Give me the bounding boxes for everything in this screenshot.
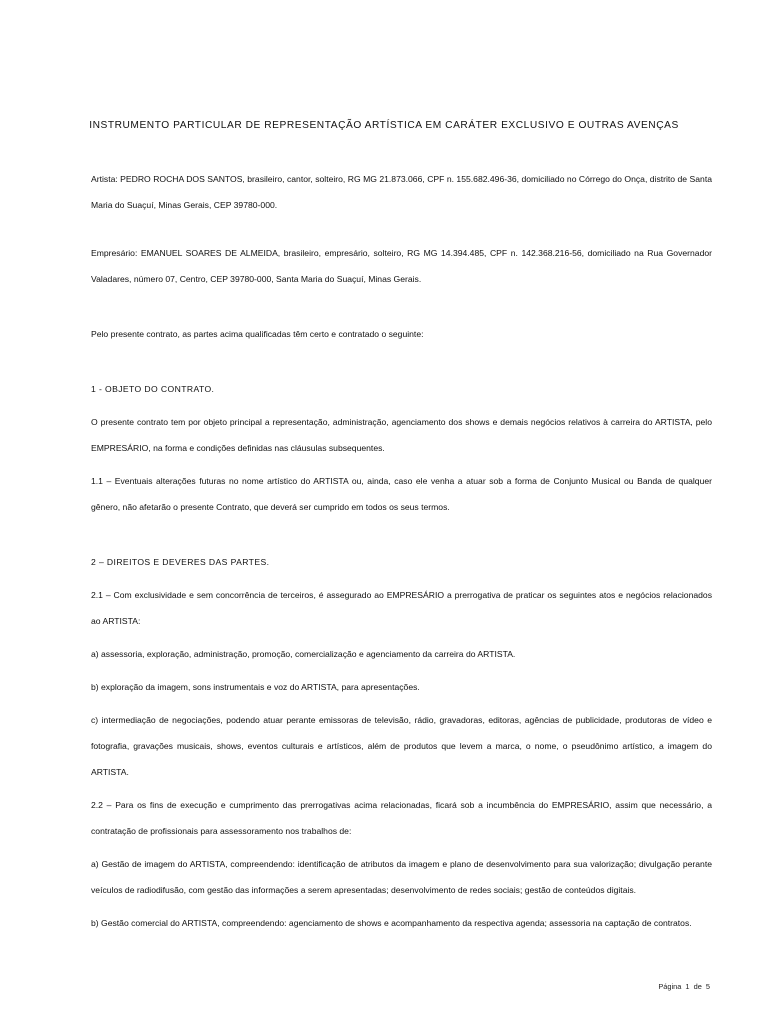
page-number: 1 [685,982,690,991]
document-body [91,166,712,943]
page-label: Página [658,982,682,991]
clause-2-1: 2.1 – Com exclusividade e sem concorrência de terceiros, é assegurado ao EMPRESÁRIO a prerrogativa de praticar os seguintes atos e negócios relacionados ao ARTISTA: [91,590,712,626]
section-1-heading: 1 - OBJETO DO CONTRATO. [91,384,215,394]
clause-2-2-item-b: b) Gestão comercial do ARTISTA, compreendendo: agenciamento de shows e acompanhamento da respectiva agenda; assessoria na captação de contratos. [91,918,692,928]
clause-2-1-item-a: a) assessoria, exploração, administração, promoção, comercialização e agenciamento da carreira do ARTISTA. [91,649,516,659]
section-2-heading: 2 – DIREITOS E DEVERES DAS PARTES. [91,557,270,567]
artist-paragraph: Artista: PEDRO ROCHA DOS SANTOS, brasileiro, cantor, solteiro, RG MG 21.873.066, CPF n. 155.682.496-36, domiciliado no Córrego do Onça, distrito de Santa Maria do Suaçuí, Minas Gerais, CEP 39780-000. [91,174,712,210]
page-number-footer [658,982,712,991]
total-pages: 5 [705,982,710,991]
clause-2-1-item-b: b) exploração da imagem, sons instrumentais e voz do ARTISTA, para apresentações. [91,682,420,692]
clause-2-1-item-c: c) intermediação de negociações, podendo atuar perante emissoras de televisão, rádio, gravadoras, editoras, agências de publicidade, produtoras de vídeo e fotografia, gravações musicais, shows, eventos culturais e artísticos, além de produtos que levem a marca, o nome, o pseudônimo artístico, a imagem do ARTISTA. [91,715,712,777]
clause-1-1: 1.1 – Eventuais alterações futuras no nome artístico do ARTISTA ou, ainda, caso ele venha a atuar sob a forma de Conjunto Musical ou Banda de qualquer gênero, não afetarão o presente Contrato, que deverá ser cumprido em todos os seus termos. [91,476,712,512]
document-title: INSTRUMENTO PARTICULAR DE REPRESENTAÇÃO ARTÍSTICA EM CARÁTER EXCLUSIVO E OUTRAS AVENÇAS [89,120,679,131]
section-1-paragraph: O presente contrato tem por objeto principal a representação, administração, agenciamento dos shows e demais negócios relativos à carreira do ARTISTA, pelo EMPRESÁRIO, na forma e condições definidas nas cláusulas subsequentes. [91,417,712,453]
clause-2-2-item-a: a) Gestão de imagem do ARTISTA, compreendendo: identificação de atributos da imagem e plano de desenvolvimento para sua valorização; divulgação perante veículos de radiodifusão, com gestão das informações a serem apresentadas; desenvolvimento de redes sociais; gestão de conteúdos digitais. [91,859,712,895]
clause-2-2: 2.2 – Para os fins de execução e cumprimento das prerrogativas acima relacionadas, ficará sob a incumbência do EMPRESÁRIO, assim que necessário, a contratação de profissionais para assessoramento nos trabalhos de: [91,800,712,836]
intro-paragraph: Pelo presente contrato, as partes acima qualificadas têm certo e contratado o seguinte: [91,329,424,339]
of-label: de [693,982,702,991]
manager-paragraph: Empresário: EMANUEL SOARES DE ALMEIDA, brasileiro, empresário, solteiro, RG MG 14.394.485, CPF n. 142.368.216-56, domiciliado na Rua Governador Valadares, número 07, Centro, CEP 39780-000, Santa Maria do Suaçuí, Minas Gerais. [91,248,712,284]
